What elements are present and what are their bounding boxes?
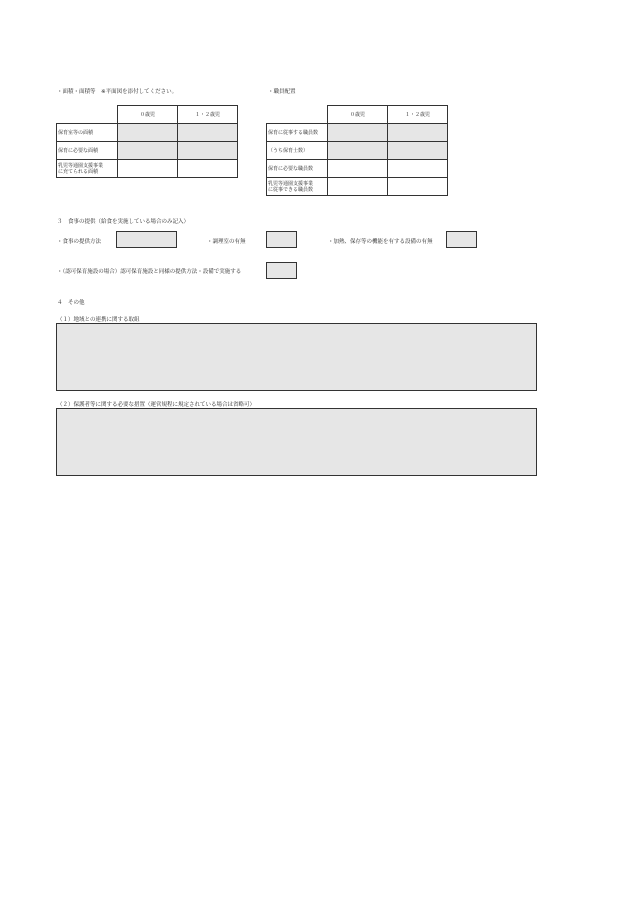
branch-method-label: ・（認可保育施設の場合）認可保育施設と同様の提供方法・設備で実施する <box>57 269 242 275</box>
other-heading: ４ その他 <box>57 300 85 306</box>
area-table-corner <box>57 106 118 124</box>
meal-method-input[interactable] <box>116 231 177 248</box>
area-input-cell[interactable] <box>118 160 178 178</box>
staff-row-label: 乳児等通園支援事業 に従事できる職員数 <box>267 178 328 196</box>
staff-input-cell[interactable] <box>388 124 448 142</box>
meal-method-label: ・食事の提供方法 <box>57 239 102 245</box>
area-col-age0: ０歳児 <box>118 106 178 124</box>
area-input-cell[interactable] <box>178 160 238 178</box>
area-row-label: 乳児等通園支援事業 に充てられる面積 <box>57 160 118 178</box>
area-row-label: 保育室等の面積 <box>57 124 118 142</box>
staff-col-age12: １・２歳児 <box>388 106 448 124</box>
community-label: （１）地域との連携に関する取組 <box>57 317 140 323</box>
facility-input[interactable] <box>446 231 477 248</box>
staff-input-cell[interactable] <box>328 142 388 160</box>
facility-label: ・加熱、保存等の機能を有する設備の有無 <box>328 239 433 245</box>
area-col-age12: １・２歳児 <box>178 106 238 124</box>
staff-input-cell[interactable] <box>388 142 448 160</box>
area-input-cell[interactable] <box>178 124 238 142</box>
staff-input-cell[interactable] <box>388 160 448 178</box>
staff-table-corner <box>267 106 328 124</box>
staff-input-cell[interactable] <box>388 178 448 196</box>
area-input-cell[interactable] <box>178 142 238 160</box>
cook-room-input[interactable] <box>266 231 297 248</box>
staff-section-title: ・職員配置 <box>268 89 296 95</box>
staff-row-label: 保育に必要な職員数 <box>267 160 328 178</box>
area-input-cell[interactable] <box>118 124 178 142</box>
support-textarea[interactable] <box>56 408 537 476</box>
staff-input-cell[interactable] <box>328 160 388 178</box>
staff-col-age0: ０歳児 <box>328 106 388 124</box>
staff-input-cell[interactable] <box>328 124 388 142</box>
area-row-label: 保育に必要な面積 <box>57 142 118 160</box>
staff-row-label: 保育に従事する職員数 <box>267 124 328 142</box>
community-textarea[interactable] <box>56 323 537 391</box>
branch-method-input[interactable] <box>266 262 297 279</box>
meals-heading: ３ 食事の提供（給食を実施している場合のみ記入） <box>57 219 190 225</box>
staff-table <box>266 105 448 196</box>
area-section-title: ・面積・面積等 ※平面図を添付してください。 <box>57 89 178 95</box>
staff-row-label: （うち保育士数） <box>267 142 328 160</box>
staff-input-cell[interactable] <box>328 178 388 196</box>
support-label: （２）保護者等に関する必要な措置（運営規程に規定されている場合は省略可） <box>57 402 256 408</box>
area-input-cell[interactable] <box>118 142 178 160</box>
area-table <box>56 105 238 178</box>
cook-room-label: ・調理室の有無 <box>207 239 246 245</box>
